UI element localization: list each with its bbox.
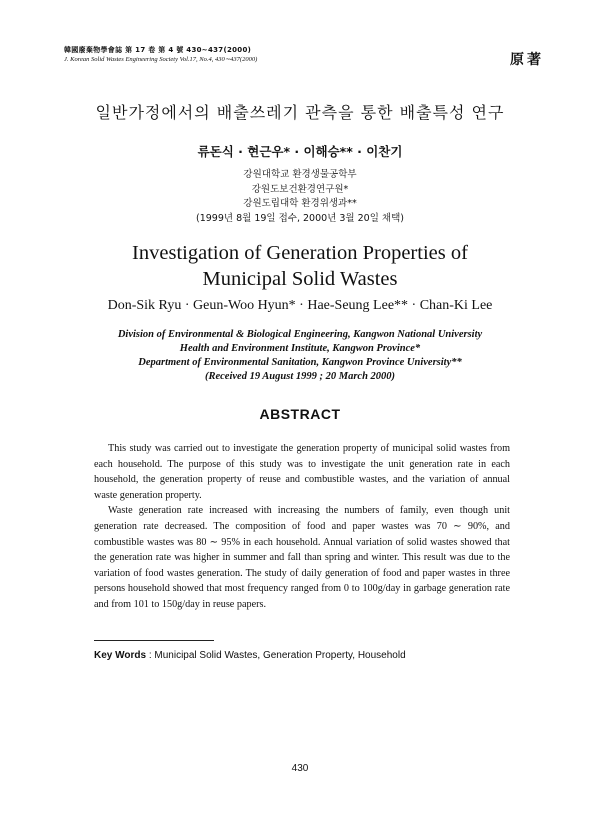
english-affiliation: Division of Environmental & Biological Engineering, Kangwon National University [117,329,483,340]
korean-received-date: (1999년 8월 19일 접수, 2000년 3월 20일 채택) [196,212,404,224]
article-type-label: 原著 [510,52,544,68]
english-title [0,240,600,292]
abstract-heading: ABSTRACT [259,406,341,422]
abstract-paragraph: Waste generation rate increased with increasing the numbers of family, even though unit generation rate decreased. The composition of food and paper wastes was 70 ∼ 90%, and combustible wastes was 80 ∼ 95% in each household. Annual variation of solid wastes showed that the generation rate was higher in summer and fall than spring and winter. This result was due to the variation of food wastes generation. The study of daily generation of food and paper wastes in three persons household showed that most frequency ranged from 0 to 100g/day in garbage generation rate and from 101 to 150g/day in reuse papers. [94,505,510,610]
keywords [94,650,406,661]
journal-citation-korean: 韓國廢棄物學會誌 第 17 卷 第 4 號 430∼437(2000) [64,46,252,54]
english-title-line: Municipal Solid Wastes [202,268,398,290]
footnote-divider [94,640,214,641]
english-received-date: (Received 19 August 1999 ; 20 March 2000) [204,371,396,382]
keywords-value: Municipal Solid Wastes, Generation Property, Household [154,650,406,661]
abstract-body [94,441,510,613]
english-affiliations [0,328,600,384]
english-affiliation: Department of Environmental Sanitation, Kangwon Province University** [138,357,462,368]
korean-affiliation: 강원대학교 환경생물공학부 [243,169,357,180]
korean-affiliation: 강원도립대학 환경위생과** [243,198,357,209]
abstract-paragraph: This study was carried out to investigate the generation property of municipal solid wastes from each household. The purpose of this study was to investigate the unit generation rate in each household, the generation property of reuse and combustible wastes, and the variation of annual waste generation property. [94,443,510,501]
korean-title: 일반가정에서의 배출쓰레기 관측을 통한 배출특성 연구 [95,103,505,122]
english-affiliation: Health and Environment Institute, Kangwon Province* [179,343,421,354]
keywords-label: Key Words [94,650,147,661]
korean-authors: 류돈식 · 현근우* · 이해승** · 이찬기 [197,144,403,159]
journal-citation-english: J. Korean Solid Wastes Engineering Society Vol.17, No.4, 430∼437(2000) [64,56,258,63]
korean-affiliation: 강원도보건환경연구원* [251,183,349,195]
english-title-line: Investigation of Generation Properties of [132,242,468,264]
keywords-separator: : [146,650,155,661]
korean-affiliations [0,168,600,226]
journal-header [64,46,544,64]
english-authors: Don-Sik Ryu · Geun-Woo Hyun* · Hae-Seung Lee** · Chan-Ki Lee [107,298,493,313]
page-number: 430 [291,763,309,774]
